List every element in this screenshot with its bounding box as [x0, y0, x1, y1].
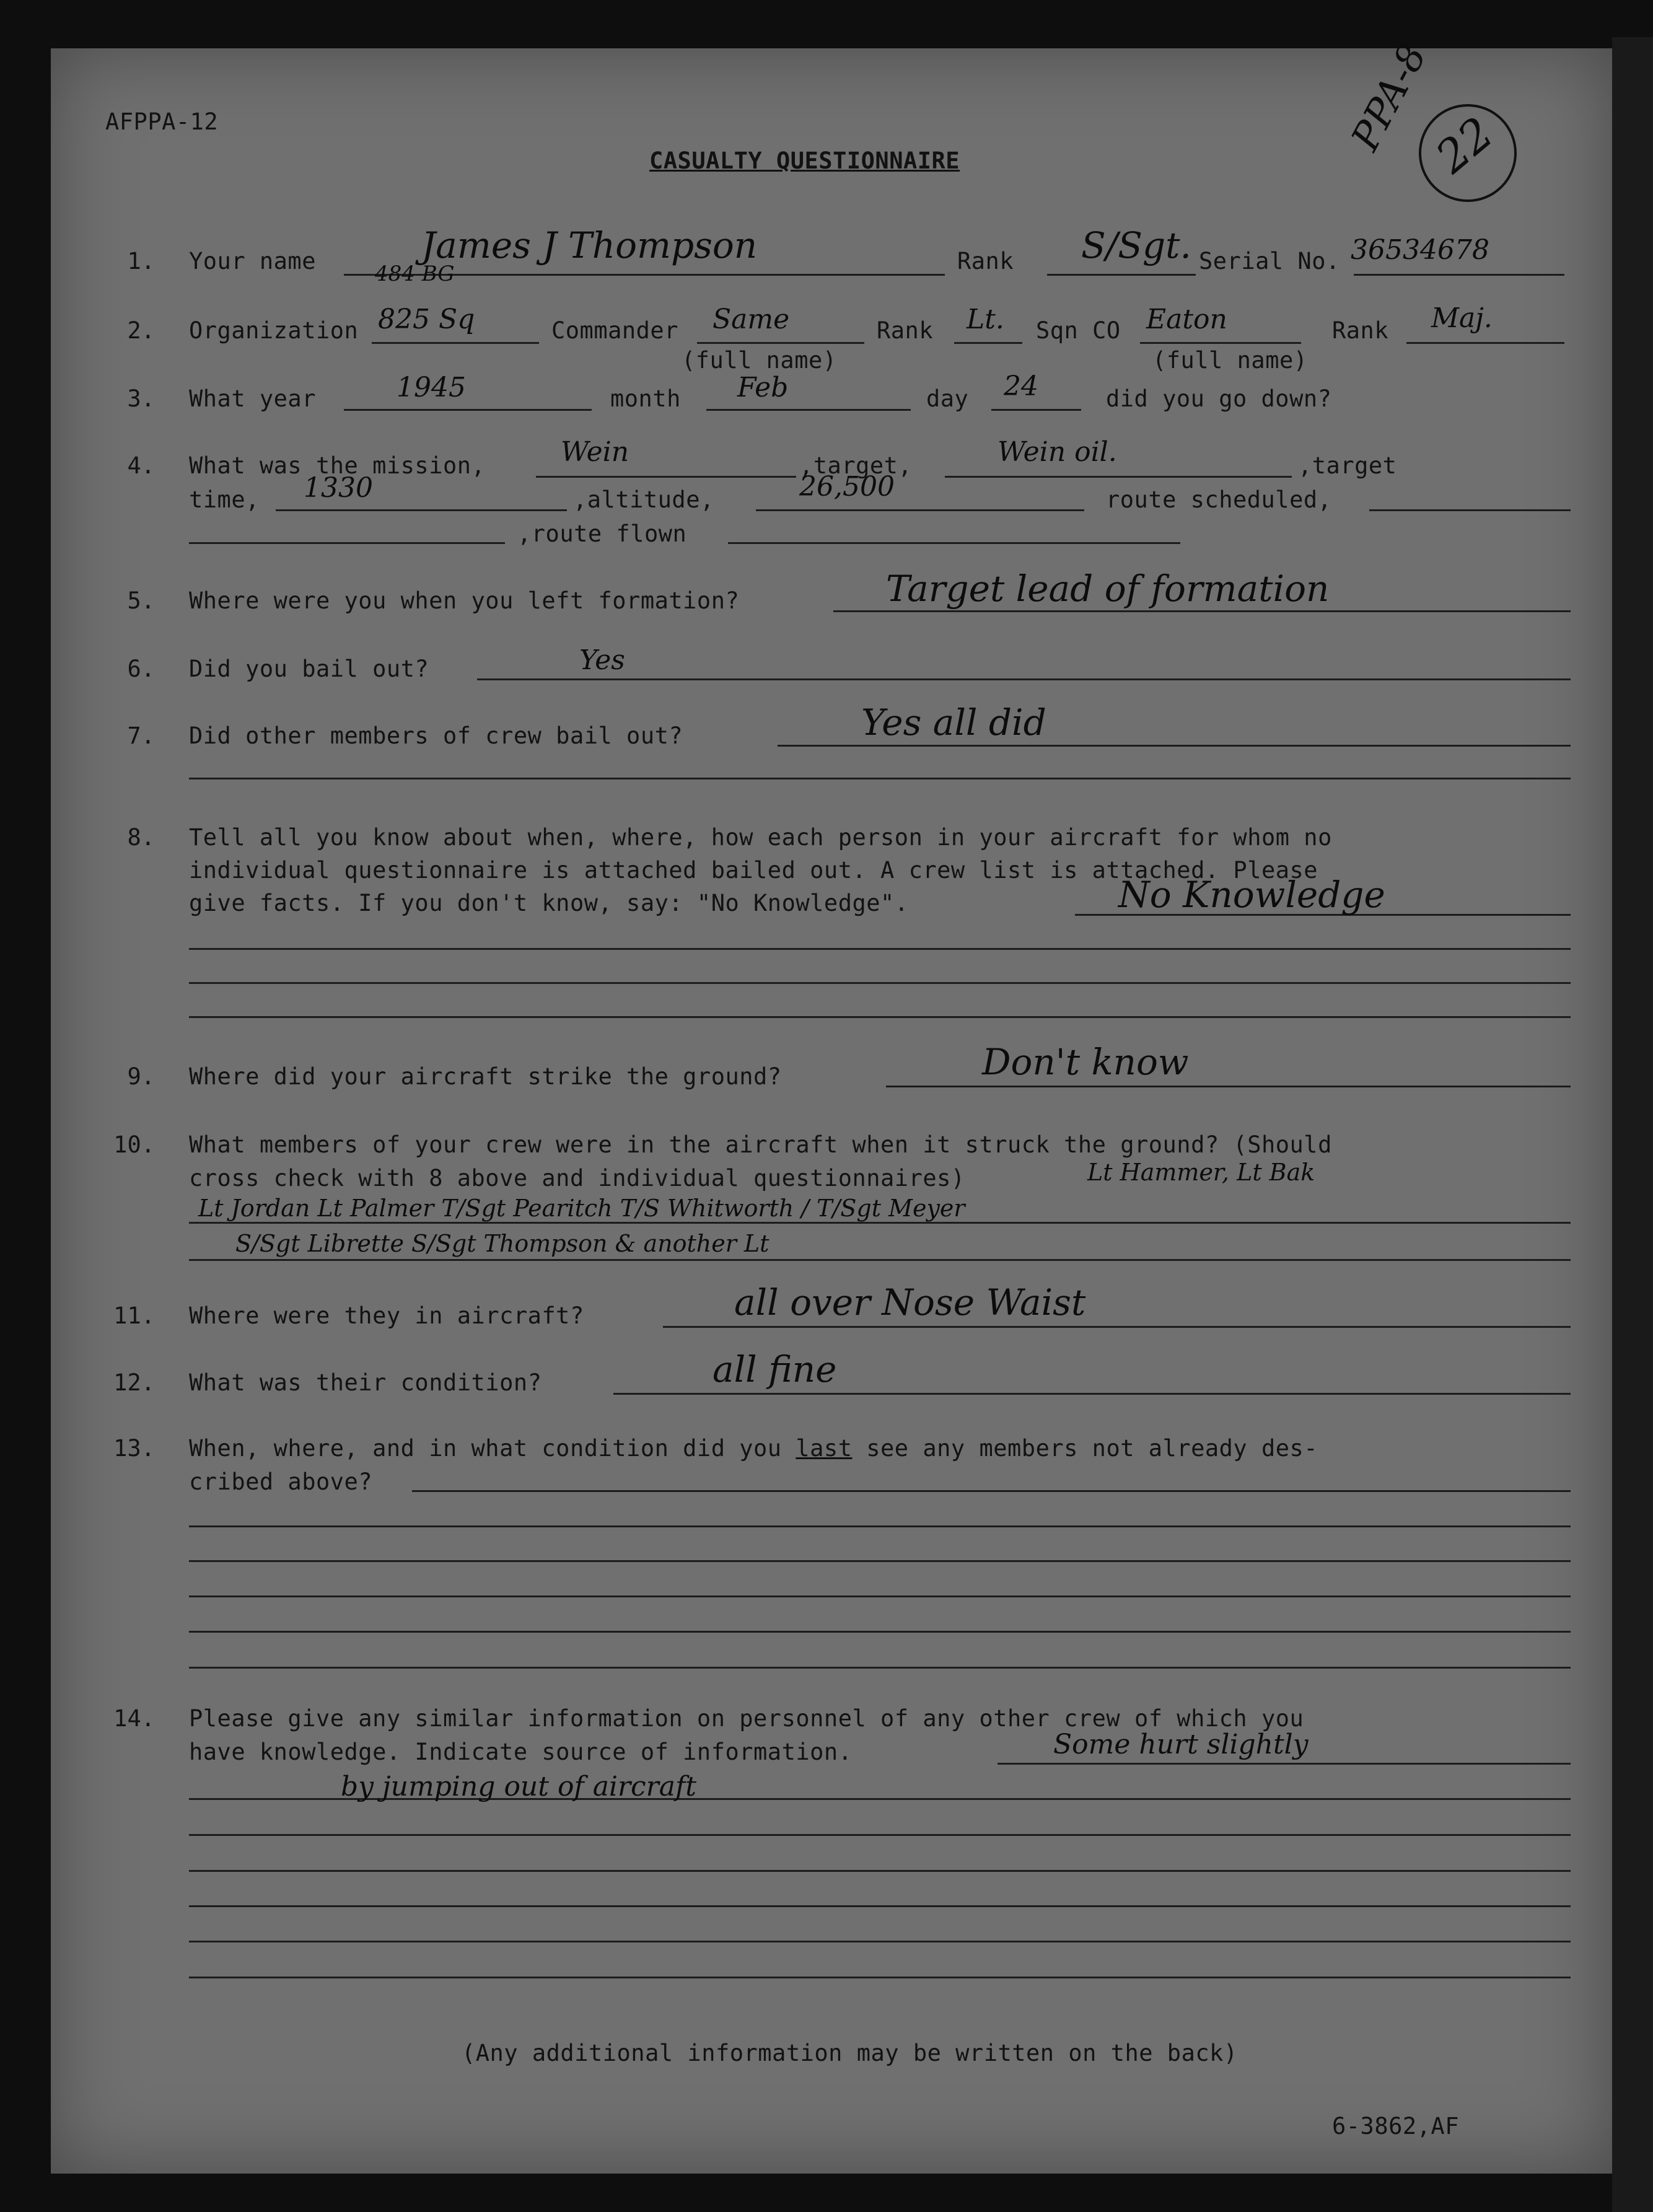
q1-rank-label: Rank: [957, 248, 1014, 274]
q13-line-0: [412, 1490, 1571, 1492]
corner-circle-number: 22: [1426, 107, 1503, 183]
q3-year-answer: 1945: [397, 372, 466, 403]
q9-number: 9.: [127, 1063, 155, 1090]
q11-answer: all over Nose Waist: [734, 1281, 1086, 1323]
q4-altitude-answer: 26,500: [799, 471, 895, 503]
q3-month-label: month: [610, 385, 681, 412]
q13-line-3: [189, 1595, 1571, 1597]
q4-time-line: [276, 509, 567, 511]
q10-text-line-1: What members of your crew were in the aircraft when it struck the ground? (Should: [189, 1131, 1332, 1158]
q6-number: 6.: [127, 656, 155, 682]
q3-number: 3.: [127, 385, 155, 412]
q5-answer: Target lead of formation: [886, 568, 1330, 610]
corner-mark: PPA-8: [1342, 36, 1436, 158]
q1-serial-answer: 36534678: [1351, 234, 1489, 266]
q10-line-1: [189, 1222, 1571, 1224]
q2-sqn-label: Sqn CO: [1036, 317, 1121, 344]
q9-answer: Don't know: [982, 1041, 1189, 1083]
q4-mission-answer: Wein: [561, 436, 629, 468]
q2-commander-line: [697, 342, 864, 344]
q1-rank-answer: S/Sgt.: [1081, 224, 1191, 266]
q2-commander-label: Commander: [551, 317, 678, 344]
scan-edge: [1612, 37, 1653, 2212]
q6-label: Did you bail out?: [189, 656, 429, 682]
q8-text-line-3: give facts. If you don't know, say: "No Knowledge".: [189, 890, 909, 916]
q14-line-5: [189, 1941, 1571, 1942]
q1-label: Your name: [189, 248, 316, 274]
q4-mission-line: [536, 476, 796, 478]
q14-number: 14.: [113, 1705, 155, 1732]
q1-name-answer: James J Thompson: [421, 224, 758, 266]
q3-tail-label: did you go down?: [1106, 385, 1332, 412]
q11-number: 11.: [113, 1302, 155, 1329]
q13-line-5: [189, 1667, 1571, 1669]
q14-text-line-1: Please give any similar information on personnel of any other crew of which you: [189, 1705, 1304, 1732]
q9-line: [886, 1086, 1571, 1087]
q8-text-line-1: Tell all you know about when, where, how each person in your aircraft for whom no: [189, 824, 1332, 851]
q11-line: [663, 1326, 1571, 1328]
q7-answer: Yes all did: [861, 701, 1046, 744]
q1-number: 1.: [127, 248, 155, 274]
q14-line-6: [189, 1977, 1571, 1978]
q4-target-time-label: ,target: [1298, 452, 1397, 479]
q4-route-flown-line: [728, 542, 1180, 544]
q5-line: [833, 610, 1571, 612]
q2-org-answer: 825 Sq: [378, 304, 475, 335]
q7-line: [778, 745, 1571, 747]
q3-year-line: [344, 409, 592, 411]
q8-number: 8.: [127, 824, 155, 851]
q13-line-4: [189, 1631, 1571, 1633]
q2-sqn-line: [1140, 342, 1301, 344]
q8-text-line-2: individual questionnaire is attached bailed out. A crew list is attached. Please: [189, 857, 1318, 884]
q13-line-2: [189, 1560, 1571, 1562]
q2-rank-answer: Lt.: [967, 304, 1004, 335]
q14-answer-line-2: by jumping out of aircraft: [341, 1771, 696, 1802]
q2-fullname-caption-1: (full name): [682, 347, 837, 374]
q12-answer: all fine: [712, 1348, 837, 1390]
q8-line-1: [189, 948, 1571, 950]
q8-line-2: [189, 982, 1571, 984]
q3-month-answer: Feb: [737, 372, 789, 403]
q14-text-line-2: have knowledge. Indicate source of information.: [189, 1739, 853, 1765]
q10-answer-line-1: Lt Hammer, Lt Bak: [1087, 1159, 1315, 1186]
q4-number: 4.: [127, 452, 155, 479]
q14-line-0: [998, 1763, 1571, 1765]
q2-label: Organization: [189, 317, 359, 344]
q2-number: 2.: [127, 317, 155, 344]
q2-rank2-label: Rank: [1332, 317, 1389, 344]
footer-note: (Any additional information may be written on the back): [462, 2040, 1238, 2066]
q5-number: 5.: [127, 587, 155, 614]
q2-rank2-answer: Maj.: [1431, 302, 1493, 334]
q6-line: [477, 678, 1571, 680]
q2-org-line: [372, 342, 539, 344]
q4-route-flown-label: ,route flown: [517, 520, 687, 547]
q4-target-label: ,target,: [799, 452, 913, 479]
q5-label: Where were you when you left formation?: [189, 587, 740, 614]
q3-year-label: What year: [189, 385, 316, 412]
q4-target-answer: Wein oil.: [998, 436, 1117, 468]
q7-line-2: [189, 778, 1571, 779]
q2-commander-answer: Same: [712, 304, 790, 335]
q2-sqn-answer: Eaton: [1146, 304, 1227, 335]
q14-answer-line-1: Some hurt slightly: [1053, 1729, 1309, 1760]
q1-serial-label: Serial No.: [1199, 248, 1340, 274]
q9-label: Where did your aircraft strike the ground?: [189, 1063, 782, 1090]
q1-rank-line: [1047, 274, 1196, 276]
q3-day-line: [991, 409, 1081, 411]
q10-answer-line-3: S/Sgt Librette S/Sgt Thompson & another Lt: [235, 1230, 770, 1257]
q3-day-label: day: [926, 385, 969, 412]
q10-number: 10.: [113, 1131, 155, 1158]
q12-number: 12.: [113, 1369, 155, 1396]
q4-altitude-label: ,altitude,: [573, 486, 714, 513]
form-id: AFPPA-12: [105, 108, 219, 135]
q14-line-2: [189, 1834, 1571, 1836]
q2-rank-line: [954, 342, 1022, 344]
q13-text-line-2: cribed above?: [189, 1468, 373, 1495]
q4-target-line: [945, 476, 1292, 478]
q8-line-3: [189, 1016, 1571, 1018]
q8-answer: No Knowledge: [1118, 874, 1385, 916]
q3-month-line: [706, 409, 911, 411]
q3-day-answer: 24: [1004, 371, 1038, 402]
q2-rank-label: Rank: [877, 317, 934, 344]
q4-mission-label: What was the mission,: [189, 452, 486, 479]
q10-text-line-2: cross check with 8 above and individual questionnaires): [189, 1165, 965, 1192]
q4-time-label: time,: [189, 486, 260, 513]
q4-route-label: route scheduled,: [1106, 486, 1332, 513]
q10-answer-line-2: Lt Jordan Lt Palmer T/Sgt Pearitch T/S Whitworth / T/Sgt Meyer: [198, 1195, 965, 1222]
q14-line-3: [189, 1870, 1571, 1872]
q7-number: 7.: [127, 722, 155, 749]
q10-line-2: [189, 1259, 1571, 1261]
q4-altitude-line: [756, 509, 1084, 511]
q2-rank2-line: [1406, 342, 1564, 344]
q14-line-4: [189, 1905, 1571, 1907]
q12-line: [613, 1393, 1571, 1395]
q6-answer: Yes: [579, 644, 625, 676]
q2-org-above: 484 BG: [375, 261, 455, 286]
q4-route-line: [1369, 509, 1571, 511]
form-number: 6-3862,AF: [1332, 2113, 1459, 2140]
q4-route-line-2: [189, 542, 505, 544]
q11-label: Where were they in aircraft?: [189, 1302, 584, 1329]
q13-number: 13.: [113, 1435, 155, 1462]
q7-label: Did other members of crew bail out?: [189, 722, 683, 749]
q13-text-line-1: When, where, and in what condition did you last see any members not already des-: [189, 1435, 1318, 1462]
q1-serial-line: [1354, 274, 1564, 276]
page-title: CASUALTY QUESTIONNAIRE: [649, 147, 960, 174]
q12-label: What was their condition?: [189, 1369, 542, 1396]
q2-fullname-caption-2: (full name): [1152, 347, 1308, 374]
q4-time-answer: 1330: [304, 472, 373, 504]
q13-line-1: [189, 1525, 1571, 1527]
